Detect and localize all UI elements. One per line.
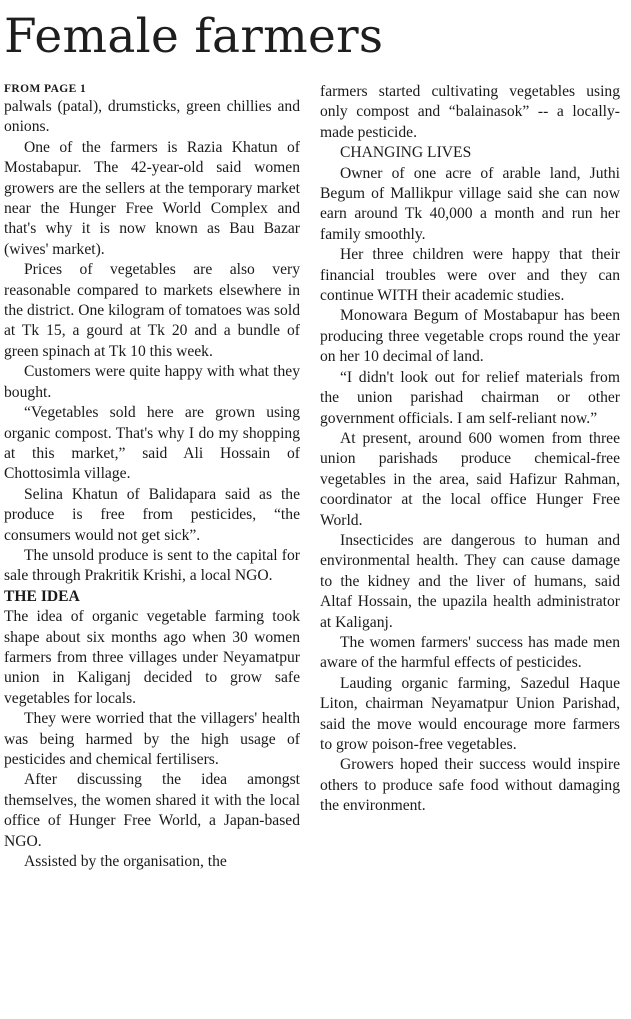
article-paragraph: The women farmers' success has made men aware of the harmful effects of pesticides. xyxy=(320,633,620,672)
article-paragraph: Lauding organic farming, Sazedul Haque Liton, chairman Neyamatpur Union Parishad, said the move would encourage more farmers to grow poison-free vegetables. xyxy=(320,674,620,753)
article-paragraph: Monowara Begum of Mostabapur has been producing three vegetable crops round the year on her 10 decimal of land. xyxy=(320,307,620,366)
article-paragraph: The unsold produce is sent to the capital for sale through Prakritik Krishi, a local NGO. xyxy=(4,546,300,585)
article-paragraph: Owner of one acre of arable land, Juthi Begum of Mallikpur village said she can now earn around Tk 40,000 a month and run her family smoothly. xyxy=(320,164,620,243)
article-paragraph: Her three children were happy that their financial troubles were over and they can continue WITH their academic studies. xyxy=(320,246,620,305)
article-paragraph: Insecticides are dangerous to human and environmental health. They can cause damage to the kidney and the liver of humans, said Altaf Hossain, the upazila health administrator at Kaliganj. xyxy=(320,531,620,631)
article-paragraph: They were worried that the villagers' health was being harmed by the high usage of pesticides and chemical fertilisers. xyxy=(4,710,300,768)
right-column-body xyxy=(320,82,620,817)
article-paragraph: Prices of vegetables are also very reasonable compared to markets elsewhere in the district. One kilogram of tomatoes was sold at Tk 15, a gourd at Tk 20 and a bundle of green spinach at Tk 10 this week. xyxy=(4,261,300,360)
left-column-body xyxy=(4,97,300,872)
article-paragraph: “I didn't look out for relief materials from the union parishad chairman or other government officials. I am self-reliant now.” xyxy=(320,368,620,427)
article-paragraph: Customers were quite happy with what they bought. xyxy=(4,363,300,401)
article-paragraph: palwals (patal), drumsticks, green chillies and onions. xyxy=(4,98,300,136)
kicker-from-page: FROM PAGE 1 xyxy=(4,83,87,95)
article-paragraph: One of the farmers is Razia Khatun of Mostabapur. The 42-year-old said women growers are the sellers at the temporary market near the Hunger Free World Complex and that's why it is now known as Bau Bazar (wives' market). xyxy=(4,138,300,258)
left-column xyxy=(4,82,300,872)
right-column xyxy=(320,82,620,817)
article-paragraph: Assisted by the organisation, the xyxy=(24,853,227,871)
article-paragraph: At present, around 600 women from three union parishads produce chemical-free vegetables in the area, said Hafizur Rahman, coordinator at the local office Hunger Free World. xyxy=(320,429,620,529)
section-subhead: THE IDEA xyxy=(4,587,80,605)
headline: Female farmers xyxy=(4,9,384,64)
article-paragraph: Selina Khatun of Balidapara said as the produce is free from pesticides, “the consumers would not get sick”. xyxy=(4,485,300,544)
article-paragraph: The idea of organic vegetable farming took shape about six months ago when 30 women farmers from three villages under Neyamatpur union in Kaliganj decided to grow safe vegetables for locals. xyxy=(4,608,300,707)
article-paragraph: After discussing the idea amongst themselves, the women shared it with the local office of Hunger Free World, a Japan-based NGO. xyxy=(4,771,300,850)
article-paragraph: Growers hoped their success would inspire others to produce safe food without damaging the environment. xyxy=(320,756,620,815)
article-paragraph: farmers started cultivating vegetables using only compost and “balainasok” -- a locally-made pesticide. xyxy=(320,83,620,141)
article-paragraph: “Vegetables sold here are grown using organic compost. That's why I do my shopping at this market,” said Ali Hossain of Chottosimla village. xyxy=(4,404,300,483)
section-subhead: CHANGING LIVES xyxy=(340,144,472,162)
